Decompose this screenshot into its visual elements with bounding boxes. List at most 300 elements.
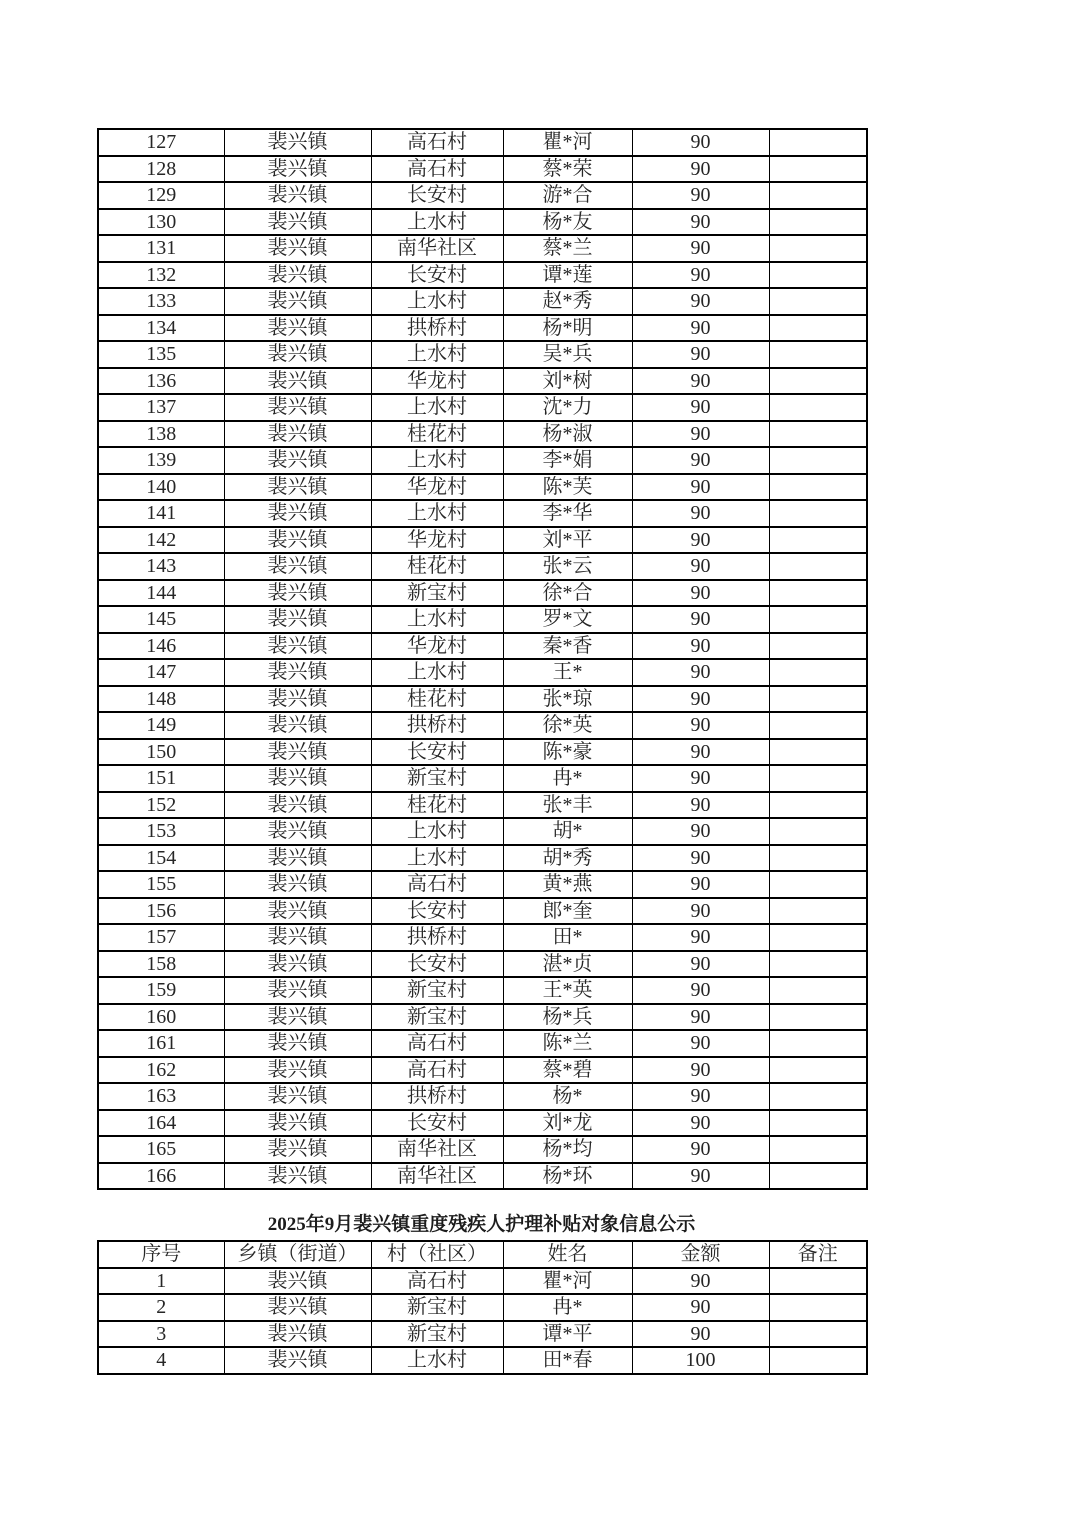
cell-serial: 131 (98, 235, 224, 262)
cell-remark (769, 421, 867, 448)
cell-person-name: 谭*莲 (503, 262, 632, 289)
cell-serial: 144 (98, 580, 224, 607)
table-row (98, 1057, 867, 1084)
cell-township: 裴兴镇 (224, 1294, 371, 1321)
cell-serial: 165 (98, 1136, 224, 1163)
cell-village: 高石村 (371, 871, 503, 898)
cell-amount: 90 (632, 235, 769, 262)
notice-title: 2025年9月裴兴镇重度残疾人护理补贴对象信息公示 (267, 1214, 696, 1235)
cell-person-name: 张*云 (503, 553, 632, 580)
table-row (98, 421, 867, 448)
cell-serial: 158 (98, 951, 224, 978)
table-row (98, 580, 867, 607)
cell-township: 裴兴镇 (224, 315, 371, 342)
cell-person-name: 陈*兰 (503, 1030, 632, 1057)
cell-remark (769, 182, 867, 209)
cell-remark (769, 633, 867, 660)
cell-amount: 90 (632, 1057, 769, 1084)
cell-amount: 90 (632, 368, 769, 395)
col-header-amount: 金额 (632, 1241, 769, 1268)
cell-serial: 130 (98, 209, 224, 236)
cell-township: 裴兴镇 (224, 209, 371, 236)
col-header-serial: 序号 (98, 1241, 224, 1268)
cell-serial: 152 (98, 792, 224, 819)
cell-remark (769, 394, 867, 421)
cell-remark (769, 1057, 867, 1084)
cell-remark (769, 288, 867, 315)
table-row (98, 977, 867, 1004)
cell-person-name: 蔡*碧 (503, 1057, 632, 1084)
cell-remark (769, 553, 867, 580)
cell-amount: 90 (632, 606, 769, 633)
cell-serial: 141 (98, 500, 224, 527)
cell-amount: 90 (632, 341, 769, 368)
cell-amount: 90 (632, 686, 769, 713)
cell-remark (769, 580, 867, 607)
table-row (98, 924, 867, 951)
cell-remark (769, 1136, 867, 1163)
cell-serial: 136 (98, 368, 224, 395)
cell-serial: 129 (98, 182, 224, 209)
cell-village: 上水村 (371, 500, 503, 527)
table-row (98, 1268, 867, 1295)
cell-serial: 138 (98, 421, 224, 448)
cell-person-name: 陈*芙 (503, 474, 632, 501)
cell-serial: 151 (98, 765, 224, 792)
cell-township: 裴兴镇 (224, 924, 371, 951)
cell-village: 新宝村 (371, 765, 503, 792)
cell-serial: 163 (98, 1083, 224, 1110)
cell-township: 裴兴镇 (224, 527, 371, 554)
cell-amount: 90 (632, 792, 769, 819)
cell-remark (769, 262, 867, 289)
cell-serial: 153 (98, 818, 224, 845)
cell-person-name: 赵*秀 (503, 288, 632, 315)
cell-remark (769, 924, 867, 951)
cell-village: 华龙村 (371, 527, 503, 554)
cell-remark (769, 341, 867, 368)
cell-serial: 140 (98, 474, 224, 501)
cell-township: 裴兴镇 (224, 898, 371, 925)
cell-township: 裴兴镇 (224, 262, 371, 289)
cell-remark (769, 845, 867, 872)
cell-village: 长安村 (371, 951, 503, 978)
cell-amount: 90 (632, 500, 769, 527)
cell-serial: 147 (98, 659, 224, 686)
cell-township: 裴兴镇 (224, 1321, 371, 1348)
cell-person-name: 吴*兵 (503, 341, 632, 368)
cell-remark (769, 686, 867, 713)
cell-township: 裴兴镇 (224, 686, 371, 713)
cell-remark (769, 739, 867, 766)
cell-township: 裴兴镇 (224, 1004, 371, 1031)
cell-village: 新宝村 (371, 977, 503, 1004)
cell-serial: 157 (98, 924, 224, 951)
cell-amount: 90 (632, 712, 769, 739)
cell-village: 长安村 (371, 1110, 503, 1137)
cell-person-name: 游*合 (503, 182, 632, 209)
table-row (98, 1294, 867, 1321)
cell-remark (769, 527, 867, 554)
cell-amount: 90 (632, 924, 769, 951)
table-row (98, 341, 867, 368)
cell-remark (769, 129, 867, 156)
cell-person-name: 秦*香 (503, 633, 632, 660)
cell-amount: 90 (632, 977, 769, 1004)
cell-amount: 90 (632, 447, 769, 474)
cell-amount: 90 (632, 209, 769, 236)
cell-remark (769, 447, 867, 474)
cell-remark (769, 871, 867, 898)
cell-person-name: 杨*兵 (503, 1004, 632, 1031)
cell-township: 裴兴镇 (224, 845, 371, 872)
cell-serial: 166 (98, 1163, 224, 1190)
cell-village: 拱桥村 (371, 712, 503, 739)
cell-township: 裴兴镇 (224, 1163, 371, 1190)
cell-village: 长安村 (371, 182, 503, 209)
cell-person-name: 瞿*河 (503, 129, 632, 156)
cell-person-name: 胡* (503, 818, 632, 845)
cell-remark (769, 765, 867, 792)
table-row (98, 898, 867, 925)
cell-village: 新宝村 (371, 1294, 503, 1321)
cell-amount: 90 (632, 659, 769, 686)
cell-remark (769, 235, 867, 262)
cell-amount: 90 (632, 580, 769, 607)
cell-village: 上水村 (371, 659, 503, 686)
cell-remark (769, 1268, 867, 1295)
table-row (98, 129, 867, 156)
cell-village: 上水村 (371, 447, 503, 474)
cell-village: 拱桥村 (371, 315, 503, 342)
cell-amount: 90 (632, 898, 769, 925)
cell-person-name: 杨*环 (503, 1163, 632, 1190)
table-row (98, 686, 867, 713)
cell-amount: 90 (632, 765, 769, 792)
cell-remark (769, 977, 867, 1004)
cell-serial: 143 (98, 553, 224, 580)
cell-village: 长安村 (371, 262, 503, 289)
cell-serial: 146 (98, 633, 224, 660)
cell-township: 裴兴镇 (224, 235, 371, 262)
cell-serial: 134 (98, 315, 224, 342)
cell-person-name: 李*华 (503, 500, 632, 527)
table-row (98, 659, 867, 686)
col-header-township: 乡镇（街道） (224, 1241, 371, 1268)
cell-village: 上水村 (371, 288, 503, 315)
cell-serial: 155 (98, 871, 224, 898)
cell-serial: 142 (98, 527, 224, 554)
cell-village: 桂花村 (371, 792, 503, 819)
cell-serial: 145 (98, 606, 224, 633)
cell-person-name: 谭*平 (503, 1321, 632, 1348)
cell-person-name: 杨*明 (503, 315, 632, 342)
table-row (98, 792, 867, 819)
cell-person-name: 刘*平 (503, 527, 632, 554)
cell-village: 高石村 (371, 156, 503, 183)
table-row (98, 1163, 867, 1190)
cell-township: 裴兴镇 (224, 553, 371, 580)
cell-village: 上水村 (371, 209, 503, 236)
cell-village: 高石村 (371, 1057, 503, 1084)
table-row (98, 1110, 867, 1137)
cell-remark (769, 1163, 867, 1190)
cell-amount: 90 (632, 845, 769, 872)
cell-amount: 90 (632, 421, 769, 448)
cell-village: 桂花村 (371, 553, 503, 580)
subsidy-table-continued (97, 128, 868, 1190)
table-row (98, 315, 867, 342)
table-row (98, 712, 867, 739)
cell-amount: 90 (632, 1163, 769, 1190)
table-row (98, 368, 867, 395)
cell-remark (769, 315, 867, 342)
table-row (98, 527, 867, 554)
cell-person-name: 王*英 (503, 977, 632, 1004)
cell-township: 裴兴镇 (224, 818, 371, 845)
cell-remark (769, 712, 867, 739)
cell-person-name: 蔡*荣 (503, 156, 632, 183)
cell-amount: 90 (632, 739, 769, 766)
cell-township: 裴兴镇 (224, 156, 371, 183)
cell-amount: 90 (632, 1136, 769, 1163)
cell-serial: 149 (98, 712, 224, 739)
table-row (98, 739, 867, 766)
cell-township: 裴兴镇 (224, 1347, 371, 1374)
table-row (98, 235, 867, 262)
cell-township: 裴兴镇 (224, 1083, 371, 1110)
cell-township: 裴兴镇 (224, 792, 371, 819)
cell-person-name: 张*丰 (503, 792, 632, 819)
cell-serial: 148 (98, 686, 224, 713)
cell-village: 拱桥村 (371, 1083, 503, 1110)
cell-remark (769, 792, 867, 819)
cell-person-name: 杨*淑 (503, 421, 632, 448)
table-row (98, 156, 867, 183)
cell-village: 新宝村 (371, 1004, 503, 1031)
table-row (98, 500, 867, 527)
cell-amount: 90 (632, 315, 769, 342)
table-row (98, 1004, 867, 1031)
cell-township: 裴兴镇 (224, 871, 371, 898)
cell-person-name: 张*琼 (503, 686, 632, 713)
cell-village: 南华社区 (371, 1136, 503, 1163)
col-header-village: 村（社区） (371, 1241, 503, 1268)
cell-amount: 90 (632, 553, 769, 580)
cell-township: 裴兴镇 (224, 421, 371, 448)
cell-township: 裴兴镇 (224, 394, 371, 421)
cell-village: 新宝村 (371, 1321, 503, 1348)
table-row (98, 1083, 867, 1110)
cell-village: 桂花村 (371, 686, 503, 713)
table-row (98, 394, 867, 421)
cell-township: 裴兴镇 (224, 447, 371, 474)
cell-person-name: 湛*贞 (503, 951, 632, 978)
table-row (98, 262, 867, 289)
cell-serial: 160 (98, 1004, 224, 1031)
cell-township: 裴兴镇 (224, 606, 371, 633)
cell-village: 高石村 (371, 1268, 503, 1295)
subsidy-table-september-head (98, 1241, 867, 1268)
cell-serial: 161 (98, 1030, 224, 1057)
cell-village: 华龙村 (371, 633, 503, 660)
cell-remark (769, 1321, 867, 1348)
cell-remark (769, 1030, 867, 1057)
cell-village: 上水村 (371, 1347, 503, 1374)
cell-remark (769, 1294, 867, 1321)
col-header-person-name: 姓名 (503, 1241, 632, 1268)
cell-person-name: 李*娟 (503, 447, 632, 474)
subsidy-table-continued-body (98, 129, 867, 1189)
cell-amount: 90 (632, 1321, 769, 1348)
cell-amount: 90 (632, 394, 769, 421)
cell-person-name: 杨* (503, 1083, 632, 1110)
table-row (98, 951, 867, 978)
cell-village: 拱桥村 (371, 924, 503, 951)
cell-amount: 90 (632, 474, 769, 501)
cell-township: 裴兴镇 (224, 977, 371, 1004)
table-row (98, 818, 867, 845)
table-row (98, 606, 867, 633)
cell-township: 裴兴镇 (224, 659, 371, 686)
table-row (98, 765, 867, 792)
cell-village: 长安村 (371, 898, 503, 925)
cell-village: 上水村 (371, 394, 503, 421)
cell-serial: 4 (98, 1347, 224, 1374)
cell-remark (769, 951, 867, 978)
cell-township: 裴兴镇 (224, 951, 371, 978)
cell-person-name: 胡*秀 (503, 845, 632, 872)
table-row (98, 845, 867, 872)
table-row (98, 633, 867, 660)
cell-remark (769, 1347, 867, 1374)
cell-remark (769, 474, 867, 501)
cell-serial: 2 (98, 1294, 224, 1321)
cell-amount: 90 (632, 1294, 769, 1321)
cell-serial: 127 (98, 129, 224, 156)
cell-person-name: 杨*友 (503, 209, 632, 236)
cell-serial: 1 (98, 1268, 224, 1295)
cell-village: 新宝村 (371, 580, 503, 607)
cell-village: 上水村 (371, 818, 503, 845)
cell-serial: 154 (98, 845, 224, 872)
cell-amount: 90 (632, 1110, 769, 1137)
cell-township: 裴兴镇 (224, 633, 371, 660)
cell-serial: 137 (98, 394, 224, 421)
subsidy-table-september-body (98, 1268, 867, 1374)
cell-remark (769, 818, 867, 845)
cell-township: 裴兴镇 (224, 739, 371, 766)
cell-township: 裴兴镇 (224, 1268, 371, 1295)
table-row (98, 1030, 867, 1057)
cell-serial: 164 (98, 1110, 224, 1137)
cell-township: 裴兴镇 (224, 129, 371, 156)
cell-amount: 90 (632, 1004, 769, 1031)
cell-amount: 100 (632, 1347, 769, 1374)
cell-serial: 133 (98, 288, 224, 315)
cell-village: 桂花村 (371, 421, 503, 448)
cell-serial: 150 (98, 739, 224, 766)
cell-person-name: 徐*英 (503, 712, 632, 739)
table-row (98, 1347, 867, 1374)
cell-amount: 90 (632, 1083, 769, 1110)
cell-remark (769, 368, 867, 395)
cell-amount: 90 (632, 156, 769, 183)
cell-township: 裴兴镇 (224, 765, 371, 792)
cell-township: 裴兴镇 (224, 368, 371, 395)
table-row (98, 209, 867, 236)
cell-person-name: 瞿*河 (503, 1268, 632, 1295)
cell-person-name: 刘*龙 (503, 1110, 632, 1137)
cell-person-name: 冉* (503, 765, 632, 792)
cell-person-name: 陈*豪 (503, 739, 632, 766)
cell-township: 裴兴镇 (224, 288, 371, 315)
cell-amount: 90 (632, 527, 769, 554)
cell-person-name: 刘*树 (503, 368, 632, 395)
cell-amount: 90 (632, 288, 769, 315)
cell-remark (769, 1004, 867, 1031)
cell-serial: 128 (98, 156, 224, 183)
cell-serial: 139 (98, 447, 224, 474)
cell-person-name: 田* (503, 924, 632, 951)
cell-township: 裴兴镇 (224, 341, 371, 368)
cell-township: 裴兴镇 (224, 1136, 371, 1163)
table-row (98, 553, 867, 580)
cell-person-name: 蔡*兰 (503, 235, 632, 262)
cell-person-name: 冉* (503, 1294, 632, 1321)
cell-township: 裴兴镇 (224, 182, 371, 209)
cell-serial: 156 (98, 898, 224, 925)
cell-township: 裴兴镇 (224, 712, 371, 739)
cell-township: 裴兴镇 (224, 580, 371, 607)
cell-person-name: 沈*力 (503, 394, 632, 421)
cell-amount: 90 (632, 633, 769, 660)
cell-village: 上水村 (371, 845, 503, 872)
cell-person-name: 黄*燕 (503, 871, 632, 898)
cell-remark (769, 659, 867, 686)
cell-serial: 162 (98, 1057, 224, 1084)
table-row (98, 182, 867, 209)
table-row (98, 1321, 867, 1348)
cell-serial: 3 (98, 1321, 224, 1348)
cell-amount: 90 (632, 1030, 769, 1057)
table-row (98, 474, 867, 501)
cell-remark (769, 156, 867, 183)
cell-amount: 90 (632, 182, 769, 209)
cell-remark (769, 209, 867, 236)
cell-person-name: 郎*奎 (503, 898, 632, 925)
col-header-remark: 备注 (769, 1241, 867, 1268)
cell-village: 长安村 (371, 739, 503, 766)
cell-village: 南华社区 (371, 1163, 503, 1190)
cell-remark (769, 1110, 867, 1137)
cell-village: 上水村 (371, 341, 503, 368)
subsidy-table-september (97, 1240, 868, 1375)
cell-person-name: 罗*文 (503, 606, 632, 633)
cell-remark (769, 606, 867, 633)
cell-township: 裴兴镇 (224, 1057, 371, 1084)
cell-amount: 90 (632, 1268, 769, 1295)
cell-village: 上水村 (371, 606, 503, 633)
cell-township: 裴兴镇 (224, 474, 371, 501)
cell-remark (769, 500, 867, 527)
cell-village: 高石村 (371, 129, 503, 156)
cell-amount: 90 (632, 871, 769, 898)
cell-serial: 135 (98, 341, 224, 368)
cell-person-name: 杨*均 (503, 1136, 632, 1163)
table-row (98, 288, 867, 315)
cell-remark (769, 898, 867, 925)
